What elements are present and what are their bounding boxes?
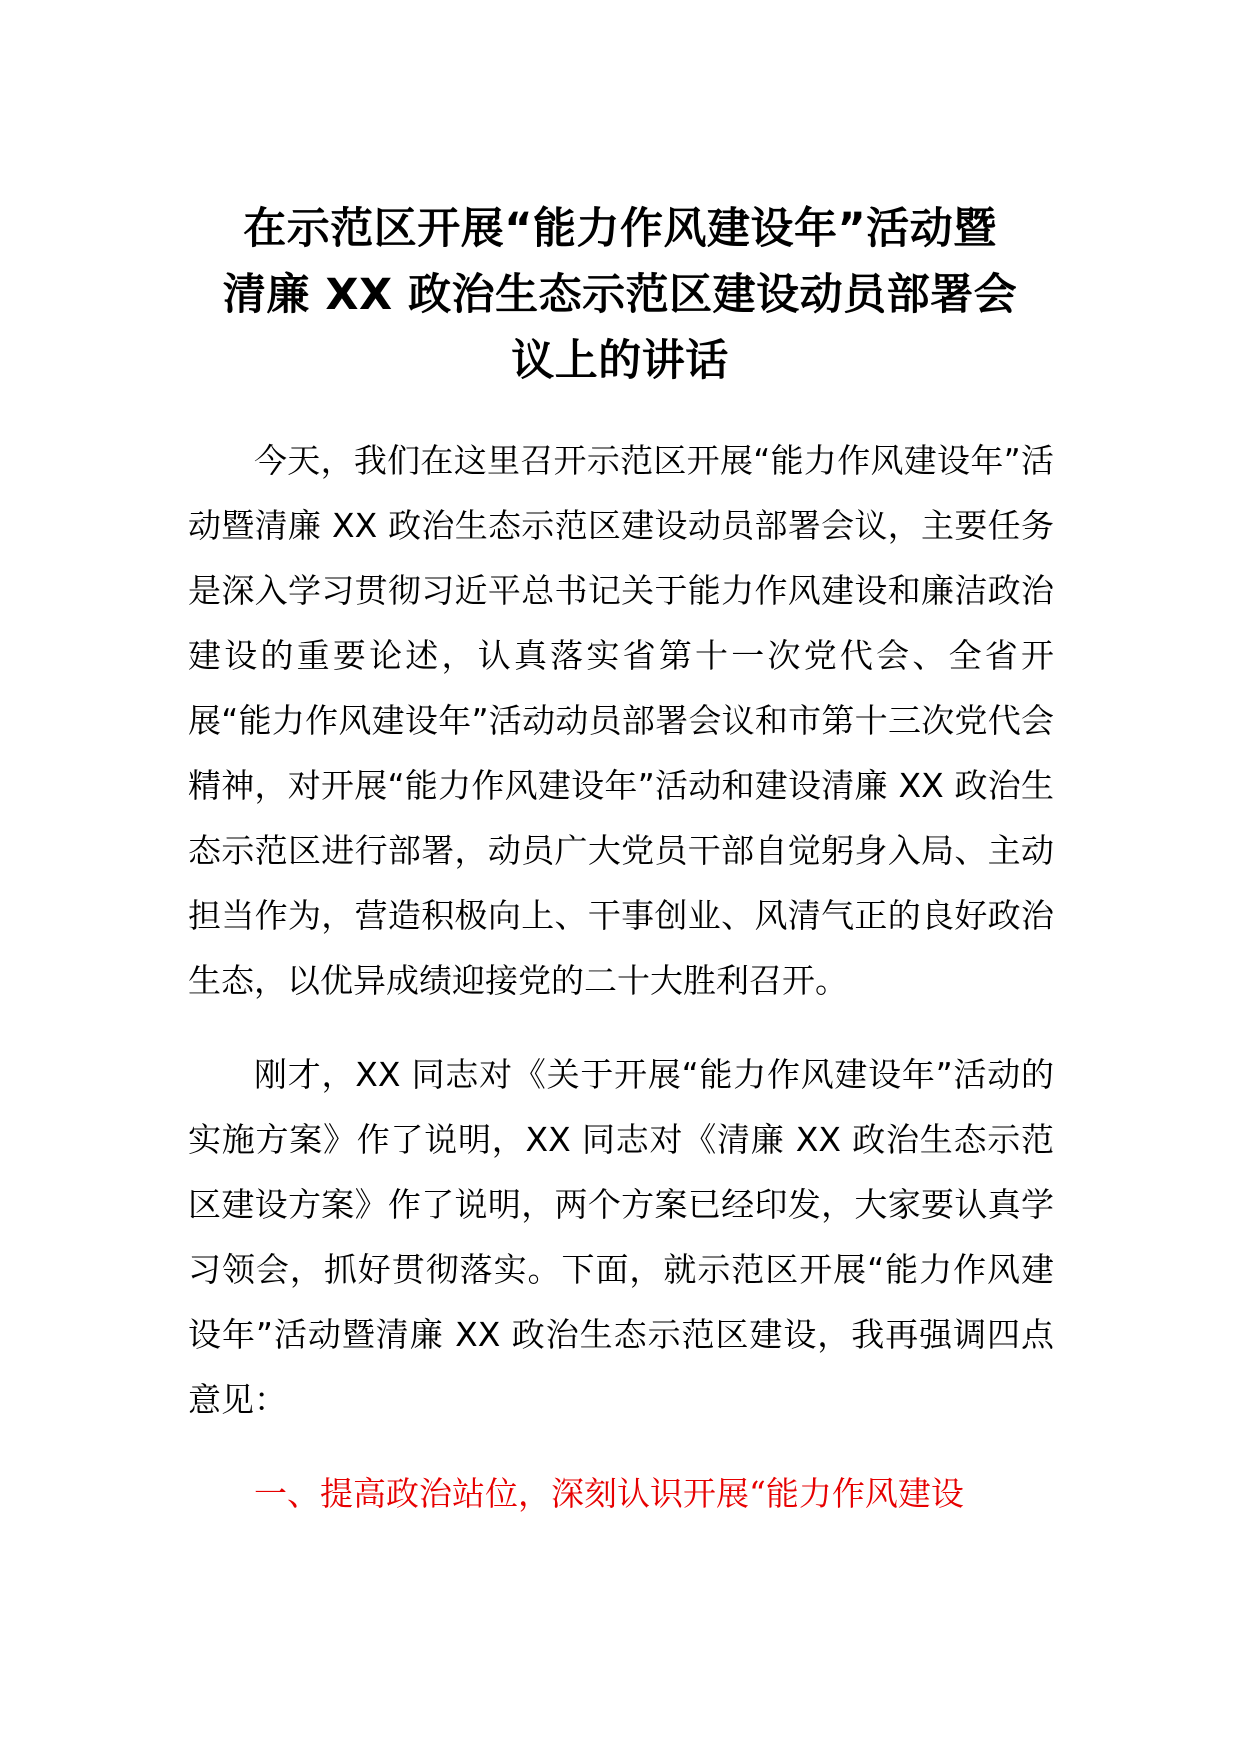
- document-title: [150, 196, 1090, 394]
- paragraph-1: 今天，我们在这里召开示范区开展“能力作风建设年”活动暨清廉 XX 政治生态示范区建设动员部署会议，主要任务是深入学习贯彻习近平总书记关于能力作风建设和廉洁政治建设的重要论述，认真落实省第十一次党代会、全省开展“能力作风建设年”活动动员部署会议和市第十三次党代会精神，对开展“能力作风建设年”活动和建设清廉 XX 政治生态示范区进行部署，动员广大党员干部自觉躬身入局、主动担当作为，营造积极向上、干事创业、风清气正的良好政治生态，以优异成绩迎接党的二十大胜利召开。: [188, 441, 1054, 1000]
- paragraph-2: 刚才，XX 同志对《关于开展“能力作风建设年”活动的实施方案》作了说明，XX 同志对《清廉 XX 政治生态示范区建设方案》作了说明，两个方案已经印发，大家要认真学习领会，抓好贯彻落实。下面，就示范区开展“能力作风建设年”活动暨清廉 XX 政治生态示范区建设，我再强调四点意见：: [188, 1055, 1054, 1419]
- title-line-3: 议上的讲话: [511, 336, 729, 386]
- title-line-2: 清廉 XX 政治生态示范区建设动员部署会: [222, 270, 1018, 320]
- title-line-1: 在示范区开展“能力作风建设年”活动暨: [243, 204, 997, 254]
- section-heading-1: 一、提高政治站位，深刻认识开展“能力作风建设: [254, 1474, 964, 1513]
- document-body: [188, 428, 1054, 1526]
